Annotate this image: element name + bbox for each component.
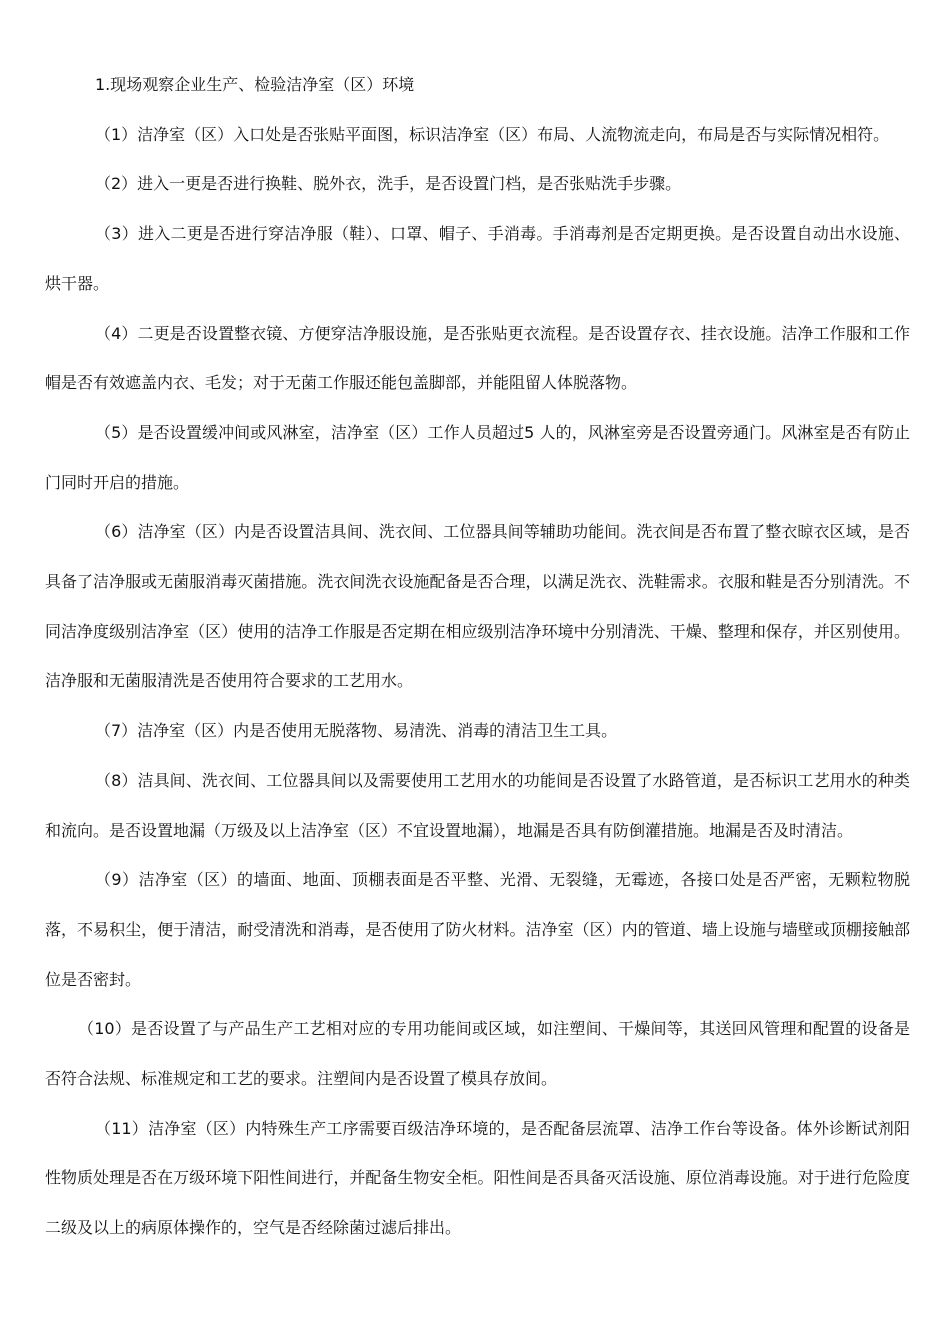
- paragraph-4: （4）二更是否设置整衣镜、方便穿洁净服设施，是否张贴更衣流程。是否设置存衣、挂衣设施。洁净工作服和工作帽是否有效遮盖内衣、毛发；对于无菌工作服还能包盖脚部，并能阻留人体脱落物。: [45, 323, 910, 393]
- paragraph-7: （7）洁净室（区）内是否使用无脱落物、易清洗、消毒的清洁卫生工具。: [95, 721, 618, 741]
- paragraph-1: （1）洁净室（区）入口处是否张贴平面图，标识洁净室（区）布局、人流物流走向，布局是否与实际情况相符。: [95, 124, 890, 144]
- paragraph-2: （2）进入一更是否进行换鞋、脱外衣，洗手，是否设置门档，是否张贴洗手步骤。: [95, 174, 682, 194]
- paragraph-6: （6）洁净室（区）内是否设置洁具间、洗衣间、工位器具间等辅助功能间。洗衣间是否布置了整衣晾衣区域，是否具备了洁净服或无菌服消毒灭菌措施。洗衣间洗衣设施配备是否合理，以满足洗衣、洗鞋需求。衣服和鞋是否分别清洗。不同洁净度级别洁净室（区）使用的洁净工作服是否定期在相应级别洁净环境中分别清洗、干燥、整理和保存，并区别使用。洁净服和无菌服清洗是否使用符合要求的工艺用水。: [45, 522, 910, 691]
- paragraph-10: （10）是否设置了与产品生产工艺相对应的专用功能间或区域，如注塑间、干燥间等，其送回风管理和配置的设备是否符合法规、标准规定和工艺的要求。注塑间内是否设置了模具存放间。: [45, 1019, 910, 1089]
- paragraph-9: （9）洁净室（区）的墙面、地面、顶棚表面是否平整、光滑、无裂缝，无霉迹，各接口处是否严密，无颗粒物脱落，不易积尘，便于清洁，耐受清洗和消毒，是否使用了防火材料。洁净室（区）内的管道、墙上设施与墙壁或顶棚接触部位是否密封。: [45, 870, 910, 989]
- paragraph-5: （5）是否设置缓冲间或风淋室，洁净室（区）工作人员超过5 人的，风淋室旁是否设置旁通门。风淋室是否有防止门同时开启的措施。: [45, 422, 910, 492]
- paragraph-8: （8）洁具间、洗衣间、工位器具间以及需要使用工艺用水的功能间是否设置了水路管道，是否标识工艺用水的种类和流向。是否设置地漏（万级及以上洁净室（区）不宜设置地漏），地漏是否具有防倒灌措施。地漏是否及时清洁。: [45, 770, 910, 840]
- section-heading: 1.现场观察企业生产、检验洁净室（区）环境: [95, 75, 415, 94]
- paragraph-11: （11）洁净室（区）内特殊生产工序需要百级洁净环境的，是否配备层流罩、洁净工作台等设备。体外诊断试剂阳性物质处理是否在万级环境下阳性间进行，并配备生物安全柜。阳性间是否具备灭活设施、原位消毒设施。对于进行危险度二级及以上的病原体操作的，空气是否经除菌过滤后排出。: [45, 1118, 910, 1238]
- paragraph-3: （3）进入二更是否进行穿洁净服（鞋）、口罩、帽子、手消毒。手消毒剂是否定期更换。是否设置自动出水设施、烘干器。: [45, 224, 910, 293]
